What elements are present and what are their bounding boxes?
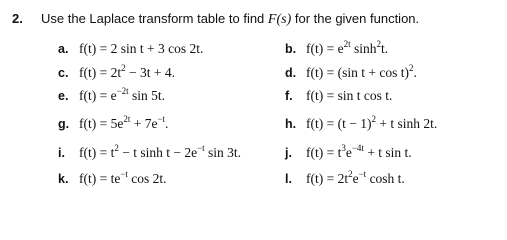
problem-h <box>285 116 437 132</box>
problem-i <box>58 145 241 161</box>
problem-letter: j. <box>285 146 292 160</box>
problem-expression: $f(t) = 5e^{2t} + 7e^{-t}$. <box>79 114 169 131</box>
problem-l <box>285 171 405 187</box>
problem-expression: $f(t) = (t - 1)^2 + t$ sinh 2t. <box>306 114 438 131</box>
problem-letter: g. <box>58 117 70 131</box>
problem-expression: $f(t) = e^{-2t}$ sin 5t. <box>79 86 166 103</box>
problem-b <box>285 41 388 57</box>
problem-letter: l. <box>285 172 292 186</box>
problem-letter: c. <box>58 66 69 80</box>
problem-f <box>285 88 392 104</box>
problem-j <box>285 145 412 161</box>
problem-expression: $f(t) = te^{-t}$ cos 2t. <box>79 169 167 186</box>
problem-letter: i. <box>58 146 65 160</box>
problem-number: 2. <box>12 11 23 26</box>
problem-a <box>58 41 203 57</box>
problem-d <box>285 65 417 81</box>
problem-expression: $f(t) = 2t^2e^{-t}$ cosh t. <box>306 169 405 186</box>
problem-k <box>58 171 167 187</box>
problem-expression: f(t) = sin t cos t. <box>306 88 393 103</box>
problem-letter: d. <box>285 66 297 80</box>
problem-letter: h. <box>285 117 297 131</box>
instruction-math: F(s) <box>267 12 292 27</box>
problem-letter: a. <box>58 42 69 56</box>
problem-expression: $f(t) = t^3e^{-4t} + t$ sin t. <box>306 143 412 160</box>
problem-expression: $f(t) = 2t^2 - 3t + 4$. <box>79 63 175 80</box>
problem-c <box>58 65 175 81</box>
problem-letter: f. <box>285 89 293 103</box>
problem-letter: k. <box>58 172 69 186</box>
problem-expression: $f(t) = e^{2t}$ $\sinh^2t$. <box>306 39 389 56</box>
instruction-text <box>41 11 419 28</box>
problem-expression: f(t) = 2 sin t + 3 cos 2t. <box>79 41 204 56</box>
instruction-before: Use the Laplace transform table to find <box>41 11 268 26</box>
problem-e <box>58 88 165 104</box>
problem-letter: b. <box>285 42 297 56</box>
instruction-after: for the given function. <box>291 11 420 26</box>
problem-g <box>58 116 168 132</box>
problem-letter: e. <box>58 89 69 103</box>
problem-expression: f(t) = (sin t + cos t)$^2$. <box>306 63 417 80</box>
problem-expression: $f(t) = t^2 - t$ $\sinh t - 2e^{-t}$ sin 3t. <box>79 143 242 160</box>
